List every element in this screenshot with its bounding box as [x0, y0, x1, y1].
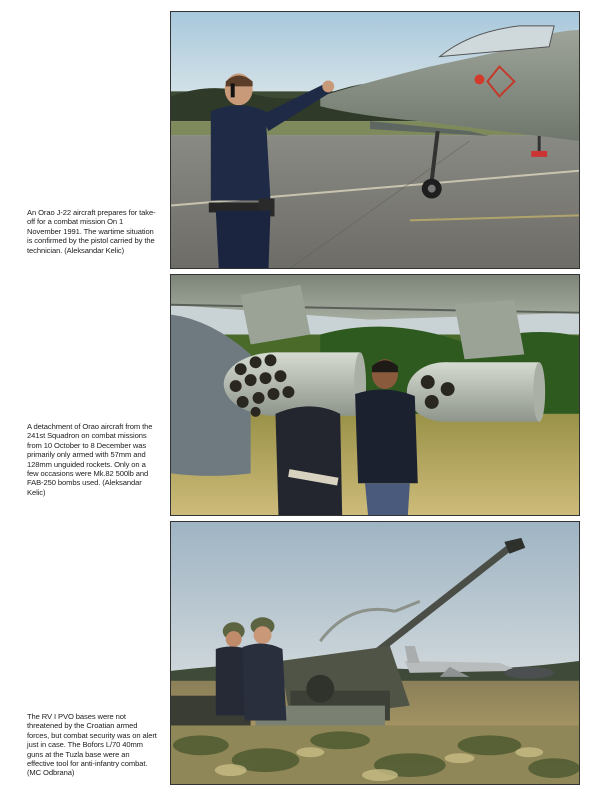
caption-rocket-pods: A detachment of Orao aircraft from the 241st Squadron on combat missions from 10 October to 8 December was primarily only armed with 57mm and 128mm unguided rockets. Only on a few occasions were Mk.82 500lb and FAB-250 bombs used. (Aleksandar Kelic) [27, 422, 153, 497]
photo-bofors-gun-image [171, 522, 579, 784]
photo-bofors-gun [170, 521, 580, 785]
photo-rocket-pods [170, 274, 580, 516]
photo-orao-takeoff [170, 11, 580, 269]
caption-orao-takeoff: An Orao J-22 aircraft prepares for take-off for a combat mission On 1 November 1991. The wartime situation is confirmed by the pistol carried by the technician. (Aleksandar Kelic) [27, 208, 156, 255]
caption-bofors-gun: The RV I PVO bases were not threatened by the Croatian armed forces, but combat security was on alert just in case. The Bofors L/70 40mm guns at the Tuzla base were an effective tool for anti-infantry combat. (MC Odbrana) [27, 712, 157, 778]
photo-rocket-pods-image [171, 275, 579, 515]
photo-orao-takeoff-image [171, 12, 579, 268]
